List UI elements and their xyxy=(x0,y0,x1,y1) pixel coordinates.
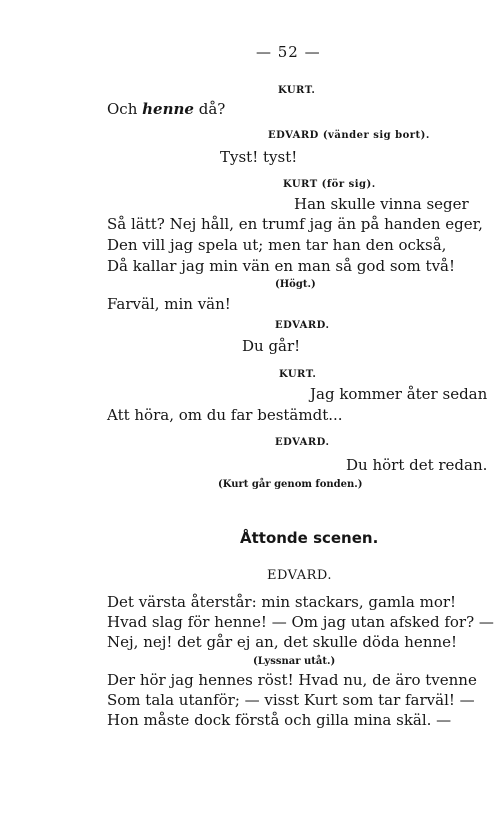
stage-direction: (Högt.) xyxy=(275,279,316,290)
verse-line: Du hört det redan. xyxy=(346,456,488,474)
verse-text: Och xyxy=(107,100,143,118)
speaker-kurt: KURT (för sig). xyxy=(283,179,376,190)
verse-line xyxy=(107,102,225,117)
speaker-edvard: EDVARD. xyxy=(275,320,330,331)
page-number: — 52 — xyxy=(256,43,321,61)
stage-direction: (Lyssnar utåt.) xyxy=(253,656,336,667)
verse-line: Så lätt? Nej håll, en trumf jag än på handen eger, xyxy=(107,215,483,233)
verse-line: Hon måste dock förstå och gilla mina skäl. — xyxy=(107,711,452,729)
verse-line: Han skulle vinna seger xyxy=(294,195,469,213)
verse-line: Det värsta återstår: min stackars, gamla mor! xyxy=(107,593,457,611)
speaker-edvard: EDVARD. xyxy=(275,437,330,448)
verse-line: Nej, nej! det går ej an, det skulle döda henne! xyxy=(107,633,458,651)
verse-line: Att höra, om du far bestämdt... xyxy=(107,406,343,424)
speaker-edvard: EDVARD (vänder sig bort). xyxy=(268,130,430,141)
stage-direction: (Kurt går genom fonden.) xyxy=(218,479,363,490)
verse-line: Der hör jag hennes röst! Hvad nu, de äro tvenne xyxy=(107,671,477,689)
verse-line: Hvad slag för henne! — Om jag utan afsked for? — xyxy=(107,613,494,631)
verse-line: Du går! xyxy=(242,337,301,355)
verse-line: Jag kommer åter sedan xyxy=(310,385,488,403)
verse-line: Tyst! tyst! xyxy=(220,148,298,166)
verse-text: då? xyxy=(193,100,226,118)
verse-line: Farväl, min vän! xyxy=(107,295,231,313)
verse-line: Då kallar jag min vän en man så god som två! xyxy=(107,257,456,275)
scene-title: Åttonde scenen. xyxy=(240,529,379,547)
verse-line: Den vill jag spela ut; men tar han den också, xyxy=(107,236,447,254)
speaker-kurt: KURT. xyxy=(278,85,316,96)
speaker-heading: EDVARD. xyxy=(267,568,332,583)
verse-line: Som tala utanför; — visst Kurt som tar farväl! — xyxy=(107,691,475,709)
emphasis: henne xyxy=(142,100,194,118)
speaker-kurt: KURT. xyxy=(279,369,317,380)
